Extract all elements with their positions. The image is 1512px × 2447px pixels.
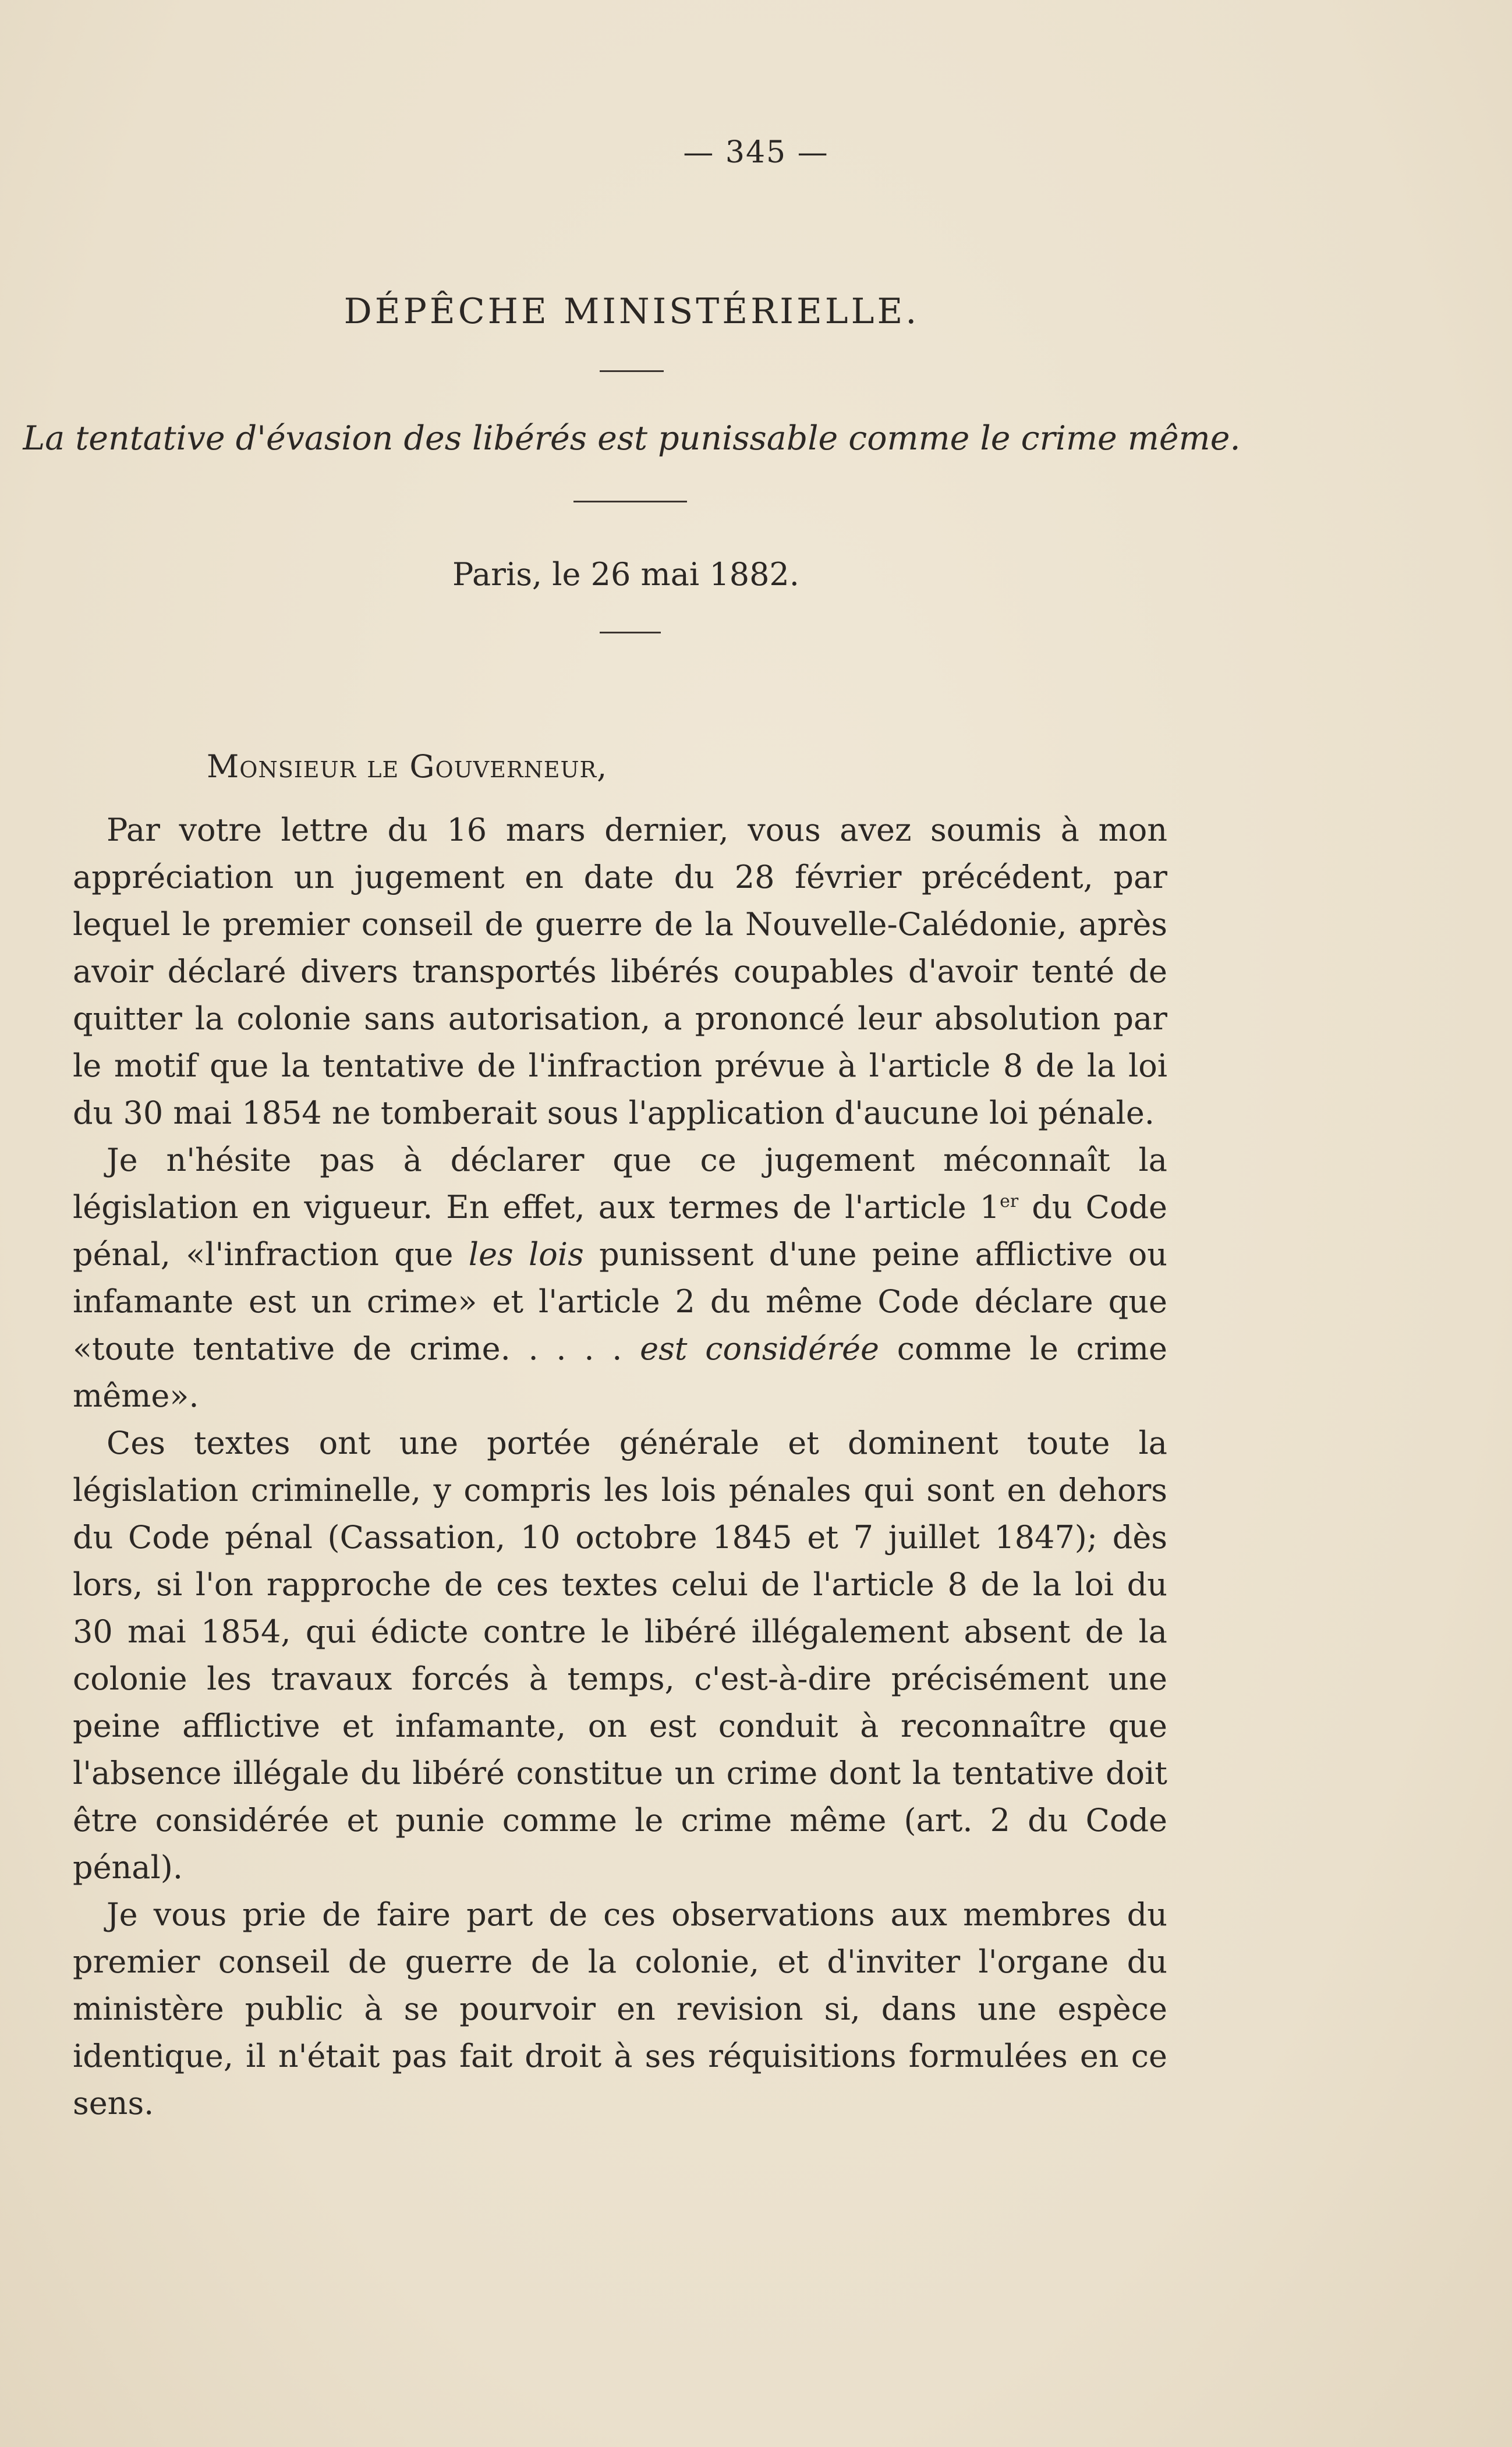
paragraph-2-text-a: Je n'hésite pas à déclarer que ce jugement méconnaît la législation en vigueur. En effet, aux termes de l'article 1 (73, 1142, 1167, 1226)
paragraph-2 (73, 1136, 1167, 1419)
paragraph-3: Ces textes ont une portée générale et dominent toute la législation criminelle, y compris les lois pénales qui sont en dehors du Code pénal (Cassation, 10 octobre 1845 et 7 juillet 1847); dès lors, si l'on rapproche de ces textes celui de l'article 8 de la loi du 30 mai 1854, qui édicte contre le libéré illégalement absent de la colonie les travaux forcés à temps, c'est-à-dire précisément une peine afflictive et infamante, on est conduit à reconnaître que l'absence illégale du libéré constitue un crime dont la tentative doit être considérée et punie comme le crime même (art. 2 du Code pénal). (73, 1425, 1167, 1886)
paragraph-2-text-d: comme le crime même». (73, 1330, 1168, 1414)
title-divider (600, 370, 664, 372)
paragraph-2-text-b: du Code pénal, «l'infraction que (73, 1189, 1168, 1273)
letter-body (73, 806, 1167, 2127)
paragraph-1: Par votre lettre du 16 mars dernier, vous avez soumis à mon appréciation un jugement en date du 28 février précédent, par lequel le premier conseil de guerre de la Nouvelle-Calédonie, après avoir déclaré divers transportés libérés coupables d'avoir tenté de quitter la colonie sans autorisation, a prononcé leur absolution par le motif que la tentative de l'infraction prévue à l'article 8 de la loi du 30 mai 1854 ne tomberait sous l'application d'aucune loi pénale. (73, 812, 1167, 1131)
paragraph-2-text-c: punissent d'une peine afflictive ou infamante est un crime» et l'article 2 du même Code déclare que «toute tentative de crime. . . . . (73, 1236, 1167, 1367)
salutation: Monsieur le Gouverneur, (207, 748, 608, 785)
dateline: Paris, le 26 mai 1882. (452, 556, 799, 593)
emphasis-les-lois: les lois (468, 1236, 584, 1273)
emphasis-est-consideree: est considérée (640, 1330, 879, 1367)
page-number: — 345 — (683, 135, 829, 170)
paragraph-4: Je vous prie de faire part de ces observations aux membres du premier conseil de guerre de la colonie, et d'inviter l'organe du ministère public à se pourvoir en revision si, dans une espèce identique, il n'était pas fait droit à ses réquisitions formulées en ce sens. (73, 1896, 1167, 2122)
document-title: DÉPÊCHE MINISTÉRIELLE. (344, 291, 920, 332)
dateline-divider (600, 632, 661, 633)
ordinal-superscript: er (1000, 1191, 1019, 1212)
document-subtitle: La tentative d'évasion des libérés est punissable comme le crime même. (23, 419, 1241, 458)
subtitle-divider (573, 501, 687, 502)
